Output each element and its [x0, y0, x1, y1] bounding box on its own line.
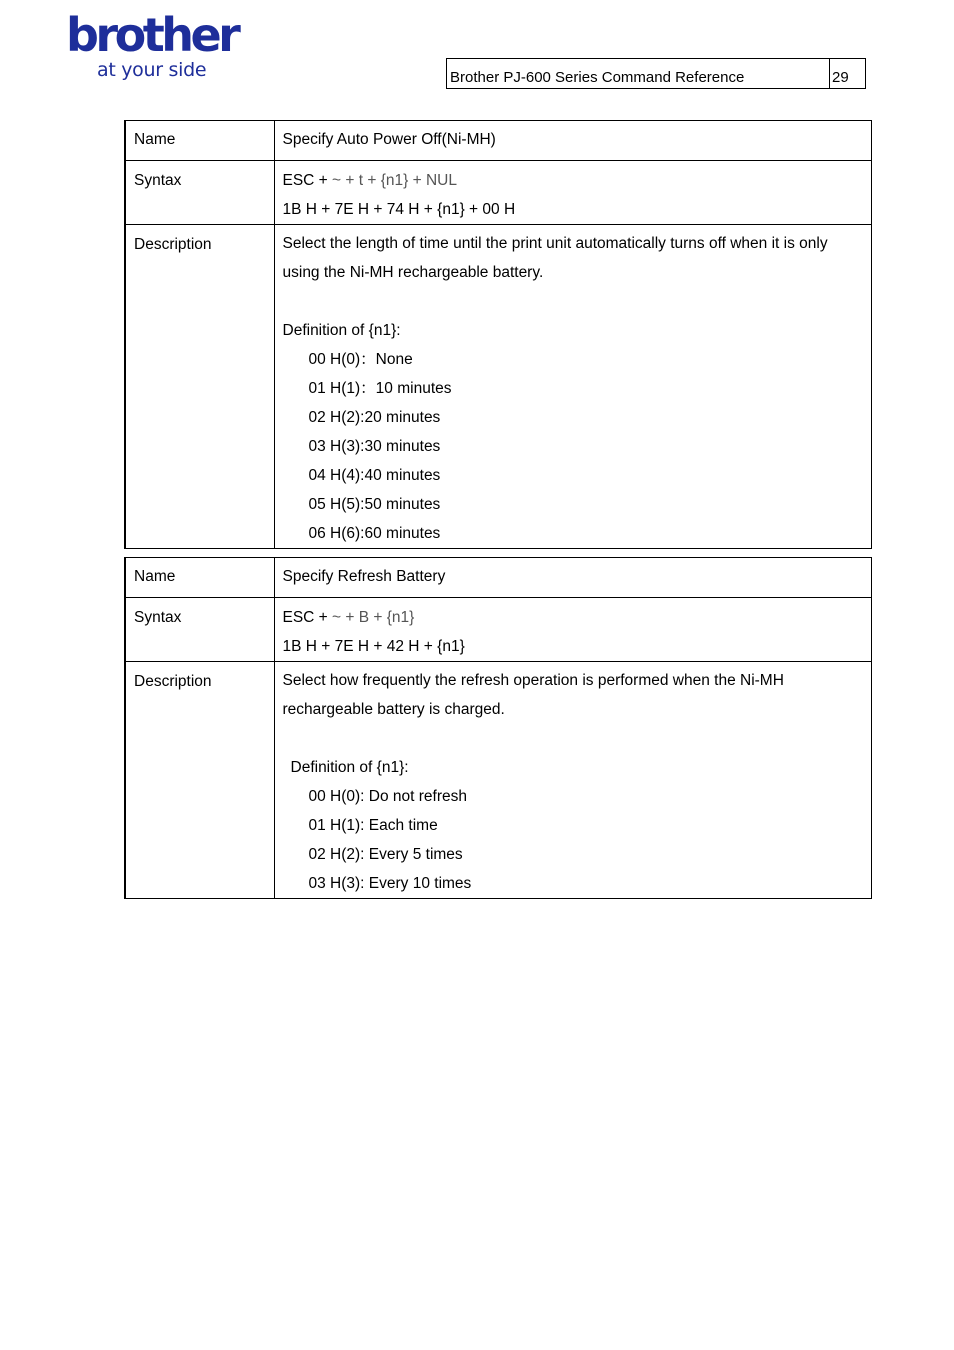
logo-wordmark: brother	[66, 8, 238, 62]
description-text-line: using the Ni-MH rechargeable battery.	[282, 264, 544, 281]
description-label: Description	[125, 662, 274, 899]
command-name: Specify Auto Power Off(Ni-MH)	[274, 121, 872, 161]
command-name: Specify Refresh Battery	[274, 558, 872, 598]
description-row	[125, 662, 872, 899]
definition-heading: Definition of {n1}:	[290, 759, 409, 776]
description-row	[125, 225, 872, 549]
definition-heading: Definition of {n1}:	[282, 322, 401, 339]
page-number: 29	[832, 69, 849, 86]
syntax-hex: 1B H + 7E H + 42 H + {n1}	[282, 638, 465, 655]
description-text-line: rechargeable battery is charged.	[282, 701, 505, 718]
syntax-ascii: ESC + ~ + t + {n1} + NUL	[282, 172, 457, 189]
document-title: Brother PJ-600 Series Command Reference	[447, 59, 830, 88]
definition-item: 02 H(2): Every 5 times	[308, 846, 463, 863]
syntax-hex: 1B H + 7E H + 74 H + {n1} + 00 H	[282, 201, 516, 218]
command-table-refresh-battery	[124, 557, 872, 899]
name-row	[125, 558, 872, 598]
syntax-cell	[274, 161, 872, 225]
description-cell	[274, 225, 872, 549]
syntax-ascii: ESC + ~ + B + {n1}	[282, 609, 415, 626]
description-text-line: Select how frequently the refresh operation is performed when the Ni-MH	[282, 672, 784, 689]
definition-item: 01 H(1)：10 minutes	[308, 380, 452, 397]
syntax-label: Syntax	[125, 598, 274, 662]
definition-item: 01 H(1): Each time	[308, 817, 438, 834]
name-row	[125, 121, 872, 161]
logo-tagline: at your side	[97, 59, 207, 81]
definition-item: 03 H(3):30 minutes	[308, 438, 441, 455]
definition-item: 04 H(4):40 minutes	[308, 467, 441, 484]
description-cell	[274, 662, 872, 899]
definition-item: 03 H(3): Every 10 times	[308, 875, 472, 892]
definition-item: 02 H(2):20 minutes	[308, 409, 441, 426]
syntax-cell	[274, 598, 872, 662]
name-label: Name	[125, 121, 274, 161]
name-label: Name	[125, 558, 274, 598]
definition-item: 00 H(0): Do not refresh	[308, 788, 468, 805]
description-text-line: Select the length of time until the print unit automatically turns off when it is only	[282, 235, 828, 252]
definition-item: 00 H(0)：None	[308, 351, 413, 368]
definition-item: 05 H(5):50 minutes	[308, 496, 441, 513]
command-table-auto-power-off	[124, 120, 872, 549]
description-label: Description	[125, 225, 274, 549]
definition-item: 06 H(6):60 minutes	[308, 525, 441, 542]
syntax-row	[125, 161, 872, 225]
page-header	[446, 58, 866, 89]
syntax-row	[125, 598, 872, 662]
brother-logo	[66, 8, 238, 88]
syntax-label: Syntax	[125, 161, 274, 225]
